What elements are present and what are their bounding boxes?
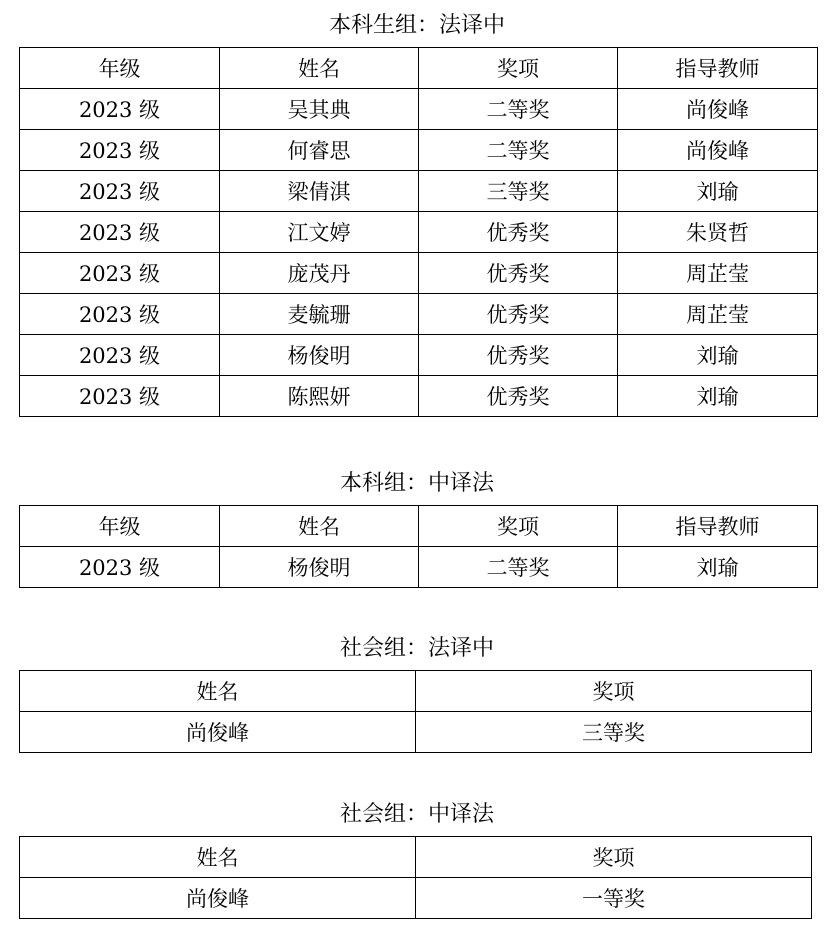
cell-advisor: 刘瑜 xyxy=(618,335,818,376)
cell-award: 二等奖 xyxy=(419,130,618,171)
cell-award: 优秀奖 xyxy=(419,294,618,335)
cell-grade: 2023 级 xyxy=(20,171,220,212)
header-name: 姓名 xyxy=(20,837,416,878)
section-title-public-fr-zh: 社会组：法译中 xyxy=(339,636,494,661)
table-header-row xyxy=(20,671,812,712)
cell-grade: 2023 级 xyxy=(20,130,220,171)
cell-name: 杨俊明 xyxy=(220,547,419,588)
table-row xyxy=(20,335,818,376)
cell-award: 三等奖 xyxy=(419,171,618,212)
cell-advisor: 尚俊峰 xyxy=(618,89,818,130)
cell-grade: 2023 级 xyxy=(20,335,220,376)
cell-grade: 2023 级 xyxy=(20,212,220,253)
cell-advisor: 周芷莹 xyxy=(618,294,818,335)
table-row xyxy=(20,212,818,253)
cell-award: 优秀奖 xyxy=(419,212,618,253)
cell-name: 陈熙妍 xyxy=(220,376,419,417)
header-award: 奖项 xyxy=(416,671,812,712)
table-row xyxy=(20,376,818,417)
cell-award: 一等奖 xyxy=(416,878,812,919)
header-name: 姓名 xyxy=(220,506,419,547)
cell-name: 江文婷 xyxy=(220,212,419,253)
cell-award: 优秀奖 xyxy=(419,376,618,417)
cell-advisor: 刘瑜 xyxy=(618,171,818,212)
cell-name: 吴其典 xyxy=(220,89,419,130)
cell-advisor: 周芷莹 xyxy=(618,253,818,294)
cell-name: 尚俊峰 xyxy=(20,712,416,753)
cell-grade: 2023 级 xyxy=(20,376,220,417)
cell-advisor: 刘瑜 xyxy=(618,547,818,588)
table-row xyxy=(20,89,818,130)
cell-grade: 2023 级 xyxy=(20,547,220,588)
table-header-row xyxy=(20,506,818,547)
header-grade: 年级 xyxy=(20,48,220,89)
header-advisor: 指导教师 xyxy=(618,506,818,547)
cell-advisor: 刘瑜 xyxy=(618,376,818,417)
cell-name: 庞茂丹 xyxy=(220,253,419,294)
table-header-row xyxy=(20,48,818,89)
section-title-undergrad-zh-fr: 本科组：中译法 xyxy=(339,471,494,496)
cell-advisor: 尚俊峰 xyxy=(618,130,818,171)
results-table-public-zh-fr xyxy=(19,836,812,919)
cell-grade: 2023 级 xyxy=(20,253,220,294)
cell-award: 三等奖 xyxy=(416,712,812,753)
table-row xyxy=(20,712,812,753)
cell-award: 二等奖 xyxy=(419,547,618,588)
table-row xyxy=(20,253,818,294)
table-row xyxy=(20,171,818,212)
results-table-public-fr-zh xyxy=(19,670,812,753)
cell-award: 优秀奖 xyxy=(419,253,618,294)
cell-name: 麦毓珊 xyxy=(220,294,419,335)
header-award: 奖项 xyxy=(416,837,812,878)
section-title-public-zh-fr: 社会组：中译法 xyxy=(339,802,494,827)
cell-advisor: 朱贤哲 xyxy=(618,212,818,253)
header-name: 姓名 xyxy=(220,48,419,89)
cell-name: 梁倩淇 xyxy=(220,171,419,212)
results-table-undergrad-zh-fr xyxy=(19,505,818,588)
cell-award: 二等奖 xyxy=(419,89,618,130)
header-name: 姓名 xyxy=(20,671,416,712)
cell-grade: 2023 级 xyxy=(20,89,220,130)
header-advisor: 指导教师 xyxy=(618,48,818,89)
header-grade: 年级 xyxy=(20,506,220,547)
header-award: 奖项 xyxy=(419,506,618,547)
header-award: 奖项 xyxy=(419,48,618,89)
cell-award: 优秀奖 xyxy=(419,335,618,376)
table-row xyxy=(20,294,818,335)
cell-name: 何睿思 xyxy=(220,130,419,171)
table-row xyxy=(20,547,818,588)
section-title-undergrad-fr-zh: 本科生组：法译中 xyxy=(328,13,505,38)
cell-grade: 2023 级 xyxy=(20,294,220,335)
table-header-row xyxy=(20,837,812,878)
cell-name: 尚俊峰 xyxy=(20,878,416,919)
results-table-undergrad-fr-zh xyxy=(19,47,818,417)
table-row xyxy=(20,878,812,919)
cell-name: 杨俊明 xyxy=(220,335,419,376)
table-row xyxy=(20,130,818,171)
